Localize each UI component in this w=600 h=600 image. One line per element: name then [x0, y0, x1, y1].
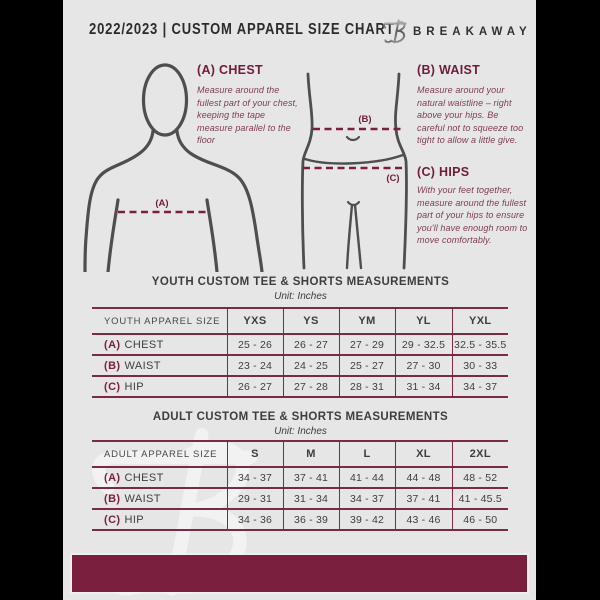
adult-waist-value: 37 - 41: [395, 488, 452, 509]
row-label: HIP: [124, 513, 145, 526]
youth-unit-label: Unit: Inches: [274, 291, 327, 302]
chest-instructions: Measure around the fullest part of your chest, keeping the tape measure parallel to the floor: [197, 85, 298, 145]
adult-waist-value: 41 - 45.5: [452, 488, 508, 509]
adult-section-title: ADULT CUSTOM TEE & SHORTS MEASUREMENTS: [152, 411, 449, 423]
adult-chest-label: [92, 467, 227, 488]
waist-instructions: Measure around your natural waistline – right above your hips. Be careful not to squeeze too tight to allow a little give.: [417, 85, 524, 145]
figure-left-inner-leg: [347, 205, 352, 268]
youth-chest-value: 25 - 26: [227, 334, 283, 355]
figure-head: [144, 65, 187, 135]
youth-waist-value: 24 - 25: [283, 355, 339, 376]
figure-right-arm: [177, 131, 262, 272]
youth-section-title: YOUTH CUSTOM TEE & SHORTS MEASUREMENTS: [151, 276, 450, 288]
youth-waist-value: 23 - 24: [227, 355, 283, 376]
figure-hip-curve: [305, 155, 403, 164]
youth-size-header-cell: YOUTH APPAREL SIZE: [92, 308, 227, 334]
adult-chest-value: 34 - 37: [227, 467, 283, 488]
adult-hip-value: 39 - 42: [339, 509, 395, 530]
adult-size-xl: XL: [395, 441, 452, 467]
row-letter: (A): [104, 338, 121, 351]
adult-hip-value: 36 - 39: [283, 509, 339, 530]
figure-crotch: [348, 202, 359, 205]
youth-waist-value: 27 - 30: [395, 355, 452, 376]
youth-hip-value: 34 - 37: [452, 376, 508, 397]
chest-line-label: (A): [155, 198, 169, 209]
breakaway-logo-icon: [381, 16, 411, 46]
youth-waist-value: 30 - 33: [452, 355, 508, 376]
row-letter: (B): [104, 492, 121, 505]
youth-hip-row: [92, 376, 508, 397]
youth-size-ym: YM: [339, 308, 395, 334]
row-label: WAIST: [124, 492, 161, 505]
adult-size-2xl: 2XL: [452, 441, 508, 467]
adult-waist-label: [92, 488, 227, 509]
youth-chest-value: 29 - 32.5: [395, 334, 452, 355]
youth-chest-value: 27 - 29: [339, 334, 395, 355]
youth-chest-value: 26 - 27: [283, 334, 339, 355]
adult-size-l: L: [339, 441, 395, 467]
adult-table-header-row: [92, 441, 508, 467]
adult-waist-value: 31 - 34: [283, 488, 339, 509]
brand-name: BREAKAWAY: [413, 26, 532, 38]
youth-size-ys: YS: [283, 308, 339, 334]
row-letter: (A): [104, 471, 121, 484]
figure-right-outline: [395, 74, 406, 268]
figure-navel: [347, 137, 359, 140]
youth-chest-label: [92, 334, 227, 355]
adult-size-table: [92, 440, 508, 531]
row-letter: (C): [104, 380, 121, 393]
adult-waist-row: [92, 488, 508, 509]
row-label: HIP: [124, 380, 145, 393]
youth-size-table: [92, 307, 508, 398]
hips-line-label: (C): [386, 173, 400, 184]
adult-hip-row: [92, 509, 508, 530]
chest-heading: (A) CHEST: [197, 63, 263, 77]
row-letter: (C): [104, 513, 121, 526]
figure-left-side: [108, 200, 118, 272]
hips-heading: (C) HIPS: [417, 165, 470, 179]
adult-size-header-cell: ADULT APPAREL SIZE: [92, 441, 227, 467]
youth-waist-label: [92, 355, 227, 376]
row-label: CHEST: [124, 338, 164, 351]
waist-heading: (B) WAIST: [417, 63, 481, 77]
adult-chest-value: 44 - 48: [395, 467, 452, 488]
adult-hip-value: 34 - 36: [227, 509, 283, 530]
youth-hip-value: 31 - 34: [395, 376, 452, 397]
youth-size-yxl: YXL: [452, 308, 508, 334]
adult-chest-value: 41 - 44: [339, 467, 395, 488]
document-page: [63, 0, 536, 600]
adult-unit-label: Unit: Inches: [274, 426, 327, 437]
youth-waist-value: 25 - 27: [339, 355, 395, 376]
footer-accent-bar: [72, 555, 527, 592]
adult-hip-value: 43 - 46: [395, 509, 452, 530]
adult-hip-label: [92, 509, 227, 530]
adult-waist-value: 34 - 37: [339, 488, 395, 509]
adult-chest-value: 37 - 41: [283, 467, 339, 488]
adult-chest-value: 48 - 52: [452, 467, 508, 488]
adult-waist-value: 29 - 31: [227, 488, 283, 509]
adult-size-s: S: [227, 441, 283, 467]
youth-hip-value: 26 - 27: [227, 376, 283, 397]
youth-chest-row: [92, 334, 508, 355]
youth-chest-value: 32.5 - 35.5: [452, 334, 508, 355]
row-letter: (B): [104, 359, 121, 372]
figure-right-side: [207, 200, 217, 272]
page-title: 2022/2023 | CUSTOM APPAREL SIZE CHART: [89, 21, 395, 38]
youth-hip-value: 28 - 31: [339, 376, 395, 397]
row-label: WAIST: [124, 359, 161, 372]
youth-hip-label: [92, 376, 227, 397]
adult-size-m: M: [283, 441, 339, 467]
youth-size-yxs: YXS: [227, 308, 283, 334]
row-label: CHEST: [124, 471, 164, 484]
hips-instructions: With your feet together, measure around the fullest part of your hips to ensure you'll have enough room to move comfortably.: [417, 185, 528, 245]
youth-hip-value: 27 - 28: [283, 376, 339, 397]
figure-right-inner-leg: [355, 205, 361, 268]
figure-left-outline: [302, 74, 312, 268]
lower-body-figure: [295, 60, 413, 272]
waist-line-label: (B): [358, 114, 372, 125]
youth-table-header-row: [92, 308, 508, 334]
adult-chest-row: [92, 467, 508, 488]
adult-hip-value: 46 - 50: [452, 509, 508, 530]
youth-size-yl: YL: [395, 308, 452, 334]
youth-waist-row: [92, 355, 508, 376]
